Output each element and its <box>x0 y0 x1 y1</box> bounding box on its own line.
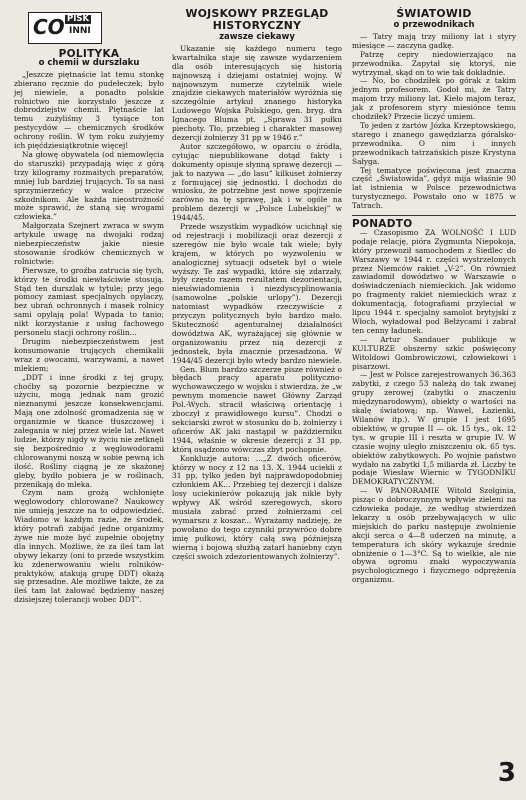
paragraph: Czym nam grożą wchłonięte węglowodory chlorowane? Naukowcy nie umieją jeszcze na to odpowiedzieć. Wiadomo w każdym razie, że środek, który potrafi zabijać jedne organizmy żywe nie może być zupełnie obojętny dla innych. Możliwe, że za ileś tam lat obywy lekarzy (oni to przede wszystkim ku zdenerwowaniu wielu rolników-praktyków, atakują grupę DDT) okażą się przesadne. Ale możliwe także, że za ileś tam lat żałować będziemy naszej dzisiejszej tolerancji wobec DDT”. <box>14 488 164 605</box>
section-title-ponadto: PONADTO <box>352 218 413 231</box>
article-subtitle-przewodnikach: o przewodnikach <box>393 20 475 30</box>
section-title-wojskowy-przeglad: WOJSKOWY PRZEGLĄD HISTORYCZNY <box>185 7 329 32</box>
divider <box>352 215 516 216</box>
paragraph: Tej tematyce poświęcona jest znaczna część „Światowida”, gdyż mija właśnie 90 lat istnienia w Polsce przewodnictwa turystycznego. Powstało ono w 1875 w Tatrach. <box>352 165 516 211</box>
logo-pisk: PISK <box>67 14 90 24</box>
paragraph: — Artur Sandauer publikuje w KULTURZE obszerny szkic poświęcony Witoldowi Gombrowiczowi, człowiekowi i pisarzowi. <box>352 334 516 371</box>
paragraph: Drugim niebezpieczeństwem jest konsumowanie trujących chemikalii wraz z owocami, warzywami, a nawet mlekiem; <box>14 337 164 373</box>
paragraph: Autor szczegółowo, w oparciu o źródła, cytując niepublikowane dotąd fakty i dokumenty opisuje słynną sprawę dezercji — jak to nazywa — „do lasu” kilkuset żołnierzy z formującej się jednostki. I dochodzi do wniosku, że potrzebne jest nowe spojrzenie zarówno na tę sprawę, jak i w ogóle na problem dezercji w „Polsce Lubelskiej” w 1944/45. <box>172 141 342 223</box>
logo-co: CO <box>33 15 65 39</box>
section-title-polityka: POLITYKA <box>58 48 120 60</box>
paragraph: To jeden z żartów Józka Krzeptowskiego, starego i znanego gawędziarza góralsko-przewodnika. O nim i innych przewodnikach tatrzańskich pisze Krystyna Sałyga. <box>352 120 516 166</box>
paragraph: — W PANORAMIE Witold Szolginia, pisząc o dobroczynnym wpływie zieleni na człowieka podaje, że według stwierdzeń lekarzy u osób przebywających w ulic miejskich do parku następuje zwolnienie akcji serca o 4—8 uderzeń na minutę, a temperatura ich skóry wykazuje średnie obniżenie o 1—3°C. Są to wielkie, ale nie obywa ogromu znaki wypoczywania psychologicznego i fizycznego odprężenia organizmu. <box>352 486 516 585</box>
paragraph: — No, bo chodziłek po górak z takim jednym profesorem. Godoł mi, że Tatry majom trzy miliony lat. Kieło majom teraz, jak z profesorem styry miesiónce temu chodziłek? Przecie liczyć umiem. <box>352 76 516 122</box>
paragraph: „DDT i inne środki z tej grupy, choćby są pozornie bezpieczne w użyciu, mogą jednak nam grozić nieznanymi jeszcze konsekwencjami. Mają one zdolność gromadzenia się w organizmie w tkance tłuszczowej i załegania w niej przez wiele lat. Nawet ludzie, którzy nigdy w życiu nie zetknęli się bezpośrednio z węglowodorami chlorowanymi noszą w sobie pewną ich ilość. Rośliny ciągną je ze skażonej gleby, bydło pobiera je w roślinach, przenikają do mleka. <box>14 372 164 489</box>
co-piszą-inni-logo <box>28 12 102 44</box>
logo-inni: INNI <box>69 26 91 36</box>
paragraph: Małgorzata Szejnert zwraca w swym artykule uwagę na dwojaki rodzaj niebezpieczeństw jakie niesie stosowanie środków chemicznych w rolnictwie: <box>14 221 164 266</box>
paragraph: Przede wszystkim wypadków ucichnął się od rejestracji i mobilizacji oraz dezercji z szeregów nie było wcale tak wiele; były krajem, w których po wyzwoleniu w analogicznej sytuacji odsetek był o wiele wyższy. Te zaś wypadki, które się zdarzały, były często razem rezultatem dezorientacji, nieuświadomienia i niezdyscyplinowania (samowolne „polskie urlopy”). Dezercji natomiast wypadków rzeczywiście z przyczyn politycznych było bardzo mało. Skuteczność agenturalnej działalności dowództwa AK, wyrażającej się głównie w organizowaniu przez nią dezercji z jednostek, była znacznie przesadzona. W 1944/45 dezercji było wtedy bardzo niewiele. <box>172 222 342 365</box>
column-wojskowy-przeglad <box>172 8 342 561</box>
paragraph: — Tatry mają trzy miliony lat i styry miesiące — zaczyna gadkę. <box>352 31 516 50</box>
page-number: 3 <box>497 758 516 788</box>
paragraph: — Czasopismo ZA WOLNOŚĆ I LUD podaje relację, pióra Zygmunta Niepokoja, który przewoził samochodem z Siedlec do Warszawy w 1944 r. części wystrzelonych przez Niemców rakiet „V-2”. On również zawiadomił dowództwo w Warszawie o doświadczeniach niemieckich. Jak widomo po fragmenty rakiet niemieckich wraz z dokumentacją, fotografiami przyleciał w lipcu 1944 r. specjalny samolot brytyjski z Włoch, wyładował pod Bełżycami i zabrał ten cenny ładunek. <box>352 227 516 335</box>
paragraph: Pierwsze, to groźba zatrucia się tych, którzy te środki niewłaściwie stosują. Stąd ten durszlak w tytule; przy jego pomocy zamiast specjalnych opylaczy, bez ubrań ochronnych i masek rolnicy sami opylają pola! Wypada to tanio; nikt korzystanie z usług fachowego personelu stacji ochrony roślin... <box>14 265 164 338</box>
paragraph: Patrzę cepry niedowierzająco na przewodnika. Zapytał się ktoryś, nie wytrzymał, skąd on to wie tak dokładnie. <box>352 49 516 77</box>
paragraph: Konkluzje autora: ...„Z dwóch oficerów, którzy w nocy z 12 na 13. X. 1944 uciekli z 31 pp, tylko jeden był najprawdopodobniej członkiem AK... Przebieg tej dezercji i dalsze losy uciekinierów pokazują jak nikle były wpływy AK wśród szeregowych, skoro musiała zabrać przed żołnierzami cel wymarszu z koszar... Wyrażamy nadzieję, że powołano do tego czynniki przywróco dobre imię pułkowi, który całą swą późniejszą wierną i bojową służbą zatarł haniebny czyn części swoich zdezorientowanych żołnierzy”. <box>172 453 342 561</box>
column-polityka <box>14 8 164 605</box>
paragraph: „Jeszcze piętnaście lat temu stonkę zbierano ręcznie do pudełeczek; było jej niewiele, a ponadto polskie rolnictwo nie korzystało jeszcze z dobrodziejstw chemii. Piętnaście lat temu zużyliśmy 3 tysiące ton pestycydów — chemicznych środków ochrony roślin. W tym roku zużyjemy ich pięćdziesiątkrotnie więcej! <box>14 69 164 151</box>
article-subtitle-durszlak: o chemii w durszlaku <box>38 57 140 68</box>
paragraph: — Jest w Polsce zarejestrowanych 36.363 zabytki, z czego 53 należą do tak zwanej grupy zerowej (zabytki o znaczeniu międzynarodowym), obiekty o wartości na skalę światową; np. Wawel, Łazienki, Wilanów itp.). W grupie I jest 1695 obiektów, w grupie II — ok. 15 tys., ok. 12 tys. w grupie III i reszta w grupie IV. W czasie wojny uległo zniszczeniu ok. 65 tys. obiektów zabytkowych. Po wojnie państwo wydało na zabytki 1,5 miliarda zł. Liczby te podaje Wiesław Wiernic w TYGODNIKU DEMOKRATYCZNYM. <box>352 370 516 487</box>
article-subtitle-zawsze-ciekawy: zawsze ciekawy <box>219 32 295 42</box>
section-title-swiatowid: ŚWIATOWID <box>396 7 472 20</box>
column-swiatowid <box>352 8 516 585</box>
paragraph: Ukazanie się każdego numeru tego kwartalnika staje się zawsze wydarzeniem dla osób interesujących się historią najnowszą i dziejami ostatniej wojny. W najnowszym numerze czytelnik wiele znajdzie ciekawych materiałów wyróżnia się szczególnie artykuł znanego historyka Ludowego Wojska Polskiego, gen. bryg. dra Ignacego Bluma pt. „Sprawa 31 pułku piechoty. Tło, przebieg i charakter masowej dezercji żołnierzy 31 pp w 1946 r.” <box>172 43 342 142</box>
paragraph: Gen. Blum bardzo szczerze pisze również o błędach pracy aparatu polityczno-wychowawczego w wojsku i stwierdza, że „w pewnym momencie nawet Główny Zarząd Pol.-Wych. stracił właściwą orientację i zboczył z prawidłowego kursu”. Chodzi o sekciarski zwrot w stosunku do b. żołnierzy i oficerów AK jaki nastąpił w październiku 1944, właśnie w okresie dezercji z 31 pp, którą osądzono wówczas zbyt pochopnie. <box>172 364 342 454</box>
paragraph: Na głowę obywatela (od niemowlęcia do staruszki) przypadają więc z górą trzy kilogramy rozmaitych preparatów, mniej lub bardziej trujących. To sa nasi sprzymierzeńcy w walce przeciw szkodnikom. Ale każda nieostrożność może sprawić, że staną się wrogami człowieka.” <box>14 149 164 222</box>
